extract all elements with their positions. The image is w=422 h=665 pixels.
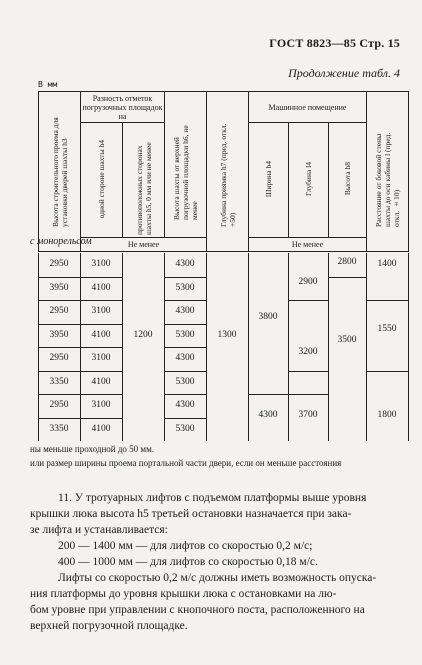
cell-h6: 4300 (175, 306, 195, 316)
table-header (38, 91, 409, 252)
grid-line (164, 277, 206, 278)
paragraph-line: крышки люка высота h5 третьей остановки назначается при зака- (30, 508, 352, 520)
cell-h6: 5300 (175, 423, 195, 434)
cell-h6: 4300 (175, 353, 195, 363)
grid-line (248, 394, 288, 395)
paragraph-line: 400 — 1000 мм — для лифтов со скоростью 0,18 м/с. (58, 556, 318, 568)
grid-line (38, 347, 122, 348)
cell-l4-c: 3700 (298, 409, 318, 420)
cell-h3: 2950 (49, 306, 69, 316)
cell-l4-a: 2900 (298, 276, 318, 287)
cell-h4: 3100 (91, 353, 111, 363)
grid-line (164, 347, 206, 348)
unit-label: В мм (38, 80, 58, 89)
cell-h8-b: 3500 (337, 335, 357, 346)
grid-line (288, 300, 328, 301)
table-continuation: Продолжение табл. 4 (288, 66, 400, 80)
cell-h6: 5300 (175, 329, 195, 340)
paragraph-line: зе лифта и устанавливается: (30, 524, 168, 536)
col-h6: Высота шахты от верхней погрузочной площадки h6, не менее (172, 124, 199, 220)
cell-h4: 4100 (91, 282, 111, 293)
cell-h3: 3950 (49, 329, 69, 340)
cell-h6: 4300 (175, 400, 195, 410)
grid-line (164, 394, 206, 395)
cell-h3: 3350 (49, 423, 69, 434)
cell-l-c: 1800 (377, 409, 397, 420)
section-label: с монорельсом (30, 236, 92, 247)
cell-h4: 3100 (91, 259, 111, 269)
grid-line (328, 277, 366, 278)
grid-line (366, 371, 408, 372)
grid-line (38, 300, 122, 301)
cell-h6: 4300 (175, 259, 195, 269)
paragraph-line: 200 — 1400 мм — для лифтов со скоростью 0,2 м/с; (58, 540, 313, 552)
cell-h3: 2950 (49, 259, 69, 269)
cell-b4-a: 3800 (258, 311, 278, 322)
col-h4: одной стороне шахты h4 (97, 139, 106, 219)
grid-line (164, 371, 206, 372)
col-h7: Глубина приямка h7 (пред. откл. +50) (218, 122, 237, 227)
footnote-1: ны меньше проходной до 50 мм. (30, 444, 155, 454)
grid-line (38, 394, 122, 395)
grid-line (38, 324, 122, 325)
col-b4: Ширина b4 (264, 160, 273, 198)
grid-line (206, 253, 207, 441)
cell-h5: 1200 (133, 329, 153, 340)
grid-line (164, 300, 206, 301)
cell-h6: 5300 (175, 376, 195, 387)
not-less-label: Не менее (127, 240, 160, 249)
cell-h4: 4100 (91, 329, 111, 340)
col-l4: Глубина l4 (304, 161, 313, 197)
cell-h7: 1300 (217, 329, 237, 340)
cell-h4: 4100 (91, 423, 111, 434)
col-h5: противоположных сторонах шахты h5, 0 мм или не менее (134, 142, 153, 235)
cell-h3: 2950 (49, 400, 69, 410)
grid-line (288, 394, 328, 395)
cell-l-a: 1400 (377, 259, 397, 269)
paragraph-line: Лифты со скоростью 0,2 м/с должны иметь возможность опуска- (58, 572, 377, 584)
cell-h3: 3350 (49, 376, 69, 387)
grid-line (38, 418, 122, 419)
col-h3: Высота строительного проема для установки дверей шахты h3 (50, 116, 69, 227)
cell-h3: 3950 (49, 282, 69, 293)
col-l: Расстояние от боковой стены шахты до оси кабины l (пред. откл. ±10) (374, 132, 401, 227)
cell-h3: 2950 (49, 353, 69, 363)
col-group-machine: Машинное помещение (268, 102, 347, 112)
grid-line (366, 300, 408, 301)
paragraph-line: бом уровне при управлении с кнопочного поста, расположенного на (30, 604, 365, 616)
cell-h4: 3100 (91, 306, 111, 316)
col-h8: Высота h8 (343, 162, 352, 196)
cell-b4-b: 4300 (258, 409, 278, 420)
cell-h8-a: 2800 (337, 257, 357, 267)
grid-line (288, 371, 328, 372)
col-group-diff: Разность отметок погрузочных площадок на (82, 93, 163, 121)
cell-h6: 5300 (175, 282, 195, 293)
footnote-2: или размер ширины проема портальной части двери, если он меньше расстояния (30, 458, 342, 468)
paragraph-line: верхней погрузочной площадке. (30, 620, 188, 632)
paragraph-line: ния платформы до уровня крышки люка с остановками на лю- (30, 588, 337, 600)
grid-line (164, 418, 206, 419)
not-less-label-2: Не менее (291, 240, 324, 249)
cell-h4: 3100 (91, 400, 111, 410)
grid-line (164, 324, 206, 325)
page-header: ГОСТ 8823—85 Стр. 15 (269, 36, 400, 50)
grid-line (122, 253, 123, 441)
grid-line (38, 371, 122, 372)
paragraph-line: 11. У тротуарных лифтов с подъемом платформы выше уровня (58, 492, 367, 504)
grid-line (38, 277, 122, 278)
cell-l-b: 1550 (377, 323, 397, 334)
cell-l4-b: 3200 (298, 347, 318, 357)
cell-h4: 4100 (91, 376, 111, 387)
